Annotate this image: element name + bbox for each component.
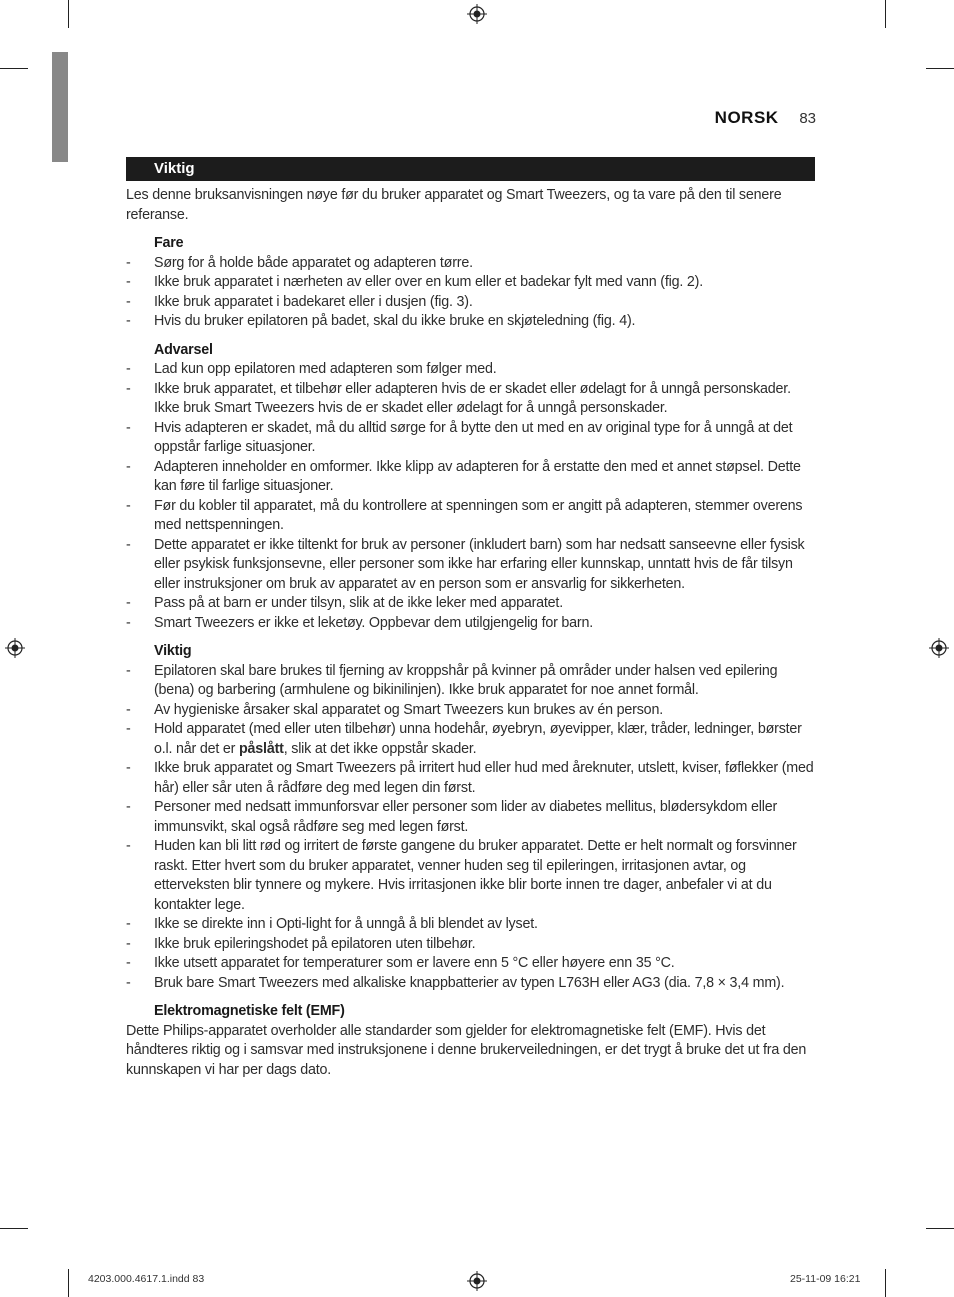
list-item-text: , slik at det ikke oppstår skader. <box>283 740 477 757</box>
list-item: - Epilatoren skal bare brukes til fjerning av kroppshår på kvinner på områder under halsen ved epilering (bena) og barbering (armhulene og bikinilinjen). Ikke bruk apparatet for noe annet formål. <box>126 662 818 701</box>
document-body <box>126 186 818 1080</box>
crop-mark <box>885 0 886 28</box>
page-header <box>715 108 816 128</box>
section-bar <box>126 157 815 181</box>
list-item-bold: påslått <box>239 740 284 757</box>
crop-mark <box>68 1269 69 1297</box>
list-item: - Bruk bare Smart Tweezers med alkaliske knappbatterier av typen L763H eller AG3 (dia. 7,8 × 3,4 mm). <box>126 974 818 994</box>
list-item: - Hvis du bruker epilatoren på badet, skal du ikke bruke en skjøteledning (fig. 4). <box>126 312 818 332</box>
crop-mark <box>926 68 954 69</box>
list-item: - Ikke bruk apparatet og Smart Tweezers på irritert hud eller hud med åreknuter, utslett, kviser, føflekker (med hår) eller sår uten å rådføre deg med legen din først. <box>126 759 818 798</box>
list-item: - Ikke utsett apparatet for temperaturer som er lavere enn 5 °C eller høyere enn 35 °C. <box>126 954 818 974</box>
list-item: - Ikke bruk epileringshodet på epilatoren uten tilbehør. <box>126 935 818 955</box>
crop-mark <box>68 0 69 28</box>
intro-paragraph: Les denne bruksanvisningen nøye før du bruker apparatet og Smart Tweezers, og ta vare på den til senere referanse. <box>126 187 782 223</box>
fare-heading: Fare <box>154 235 184 251</box>
footer-file: 4203.000.4617.1.indd 83 <box>88 1273 205 1285</box>
list-item: - Sørg for å holde både apparatet og adapteren tørre. <box>126 254 818 274</box>
list-item: - Pass på at barn er under tilsyn, slik at de ikke leker med apparatet. <box>126 594 818 614</box>
registration-mark-icon <box>467 1271 487 1291</box>
page-number: 83 <box>799 110 816 127</box>
fare-list <box>126 254 818 332</box>
list-item: - Dette apparatet er ikke tiltenkt for bruk av personer (inkludert barn) som har nedsatt sanseevne eller fysisk eller psykisk funksjonsevne, eller personer som ikke har erfaring eller kunnskap, unntatt hvis de får tilsyn eller instruksjoner om bruk av apparatet av en person som er ansvarlig for sikkerheten. <box>126 536 818 595</box>
section-bar-title: Viktig <box>154 160 195 177</box>
list-item: - Hvis adapteren er skadet, må du alltid sørge for å bytte den ut med en av original type for å unngå at det oppstår farlige situasjoner. <box>126 419 818 458</box>
list-item-text: Hold apparatet (med eller uten tilbehør) unna hodehår, øyebryn, øyevipper, klær, tråder, ledninger, børster o.l. når det er <box>154 721 802 757</box>
language-label: NORSK <box>714 108 779 127</box>
emf-heading: Elektromagnetiske felt (EMF) <box>154 1003 345 1019</box>
list-item: - Huden kan bli litt rød og irritert de første gangene du bruker apparatet. Dette er helt normalt og forsvinner raskt. Etter hvert som du bruker apparatet, venner huden seg til epileringen, irritasjonen avtar, og etterveksten blir tynnere og mykere. Hvis irritasjonen ikke blir borte innen tre dager, anbefaler vi at du kontakter lege. <box>126 837 818 915</box>
list-item <box>126 720 818 759</box>
viktig-heading: Viktig <box>154 643 192 659</box>
registration-mark-icon <box>467 4 487 24</box>
list-item: - Ikke bruk apparatet, et tilbehør eller adapteren hvis de er skadet eller ødelagt for å unngå personskader. Ikke bruk Smart Tweezers hvis de er skadet eller ødelagt for å unngå personskader. <box>126 380 818 419</box>
crop-mark <box>885 1269 886 1297</box>
advarsel-list <box>126 360 818 633</box>
advarsel-heading: Advarsel <box>154 341 213 358</box>
registration-mark-icon <box>5 638 25 658</box>
list-item: - Smart Tweezers er ikke et leketøy. Oppbevar dem utilgjengelig for barn. <box>126 614 818 634</box>
crop-mark <box>926 1228 954 1229</box>
list-item: - Før du kobler til apparatet, må du kontrollere at spenningen som er angitt på adapteren, stemmer overens med nettspenningen. <box>126 497 818 536</box>
list-item: - Av hygieniske årsaker skal apparatet og Smart Tweezers kun brukes av én person. <box>126 701 818 721</box>
list-item: - Ikke bruk apparatet i badekaret eller i dusjen (fig. 3). <box>126 293 818 313</box>
list-item: - Adapteren inneholder en omformer. Ikke klipp av adapteren for å erstatte den med et annet støpsel. Dette kan føre til farlige situasjoner. <box>126 458 818 497</box>
crop-mark <box>0 68 28 69</box>
list-item: - Ikke bruk apparatet i nærheten av eller over en kum eller et badekar fylt med vann (fig. 2). <box>126 273 818 293</box>
side-tab-marker <box>52 52 68 162</box>
viktig-list <box>126 662 818 994</box>
list-item: - Ikke se direkte inn i Opti-light for å unngå å bli blendet av lyset. <box>126 915 818 935</box>
footer-date: 25-11-09 16:21 <box>790 1273 861 1285</box>
crop-mark <box>0 1228 28 1229</box>
list-item: - Personer med nedsatt immunforsvar eller personer som lider av diabetes mellitus, blødersykdom eller immunsvikt, skal også rådføre seg med legen først. <box>126 798 818 837</box>
emf-paragraph: Dette Philips-apparatet overholder alle standarder som gjelder for elektromagnetiske felt (EMF). Hvis det håndteres riktig og i samsvar med instruksjonene i denne brukerveiledningen, er det trygt å bruke det ut fra den kunnskapen vi har per dags dato. <box>126 1022 807 1078</box>
list-item: - Lad kun opp epilatoren med adapteren som følger med. <box>126 360 818 380</box>
registration-mark-icon <box>929 638 949 658</box>
